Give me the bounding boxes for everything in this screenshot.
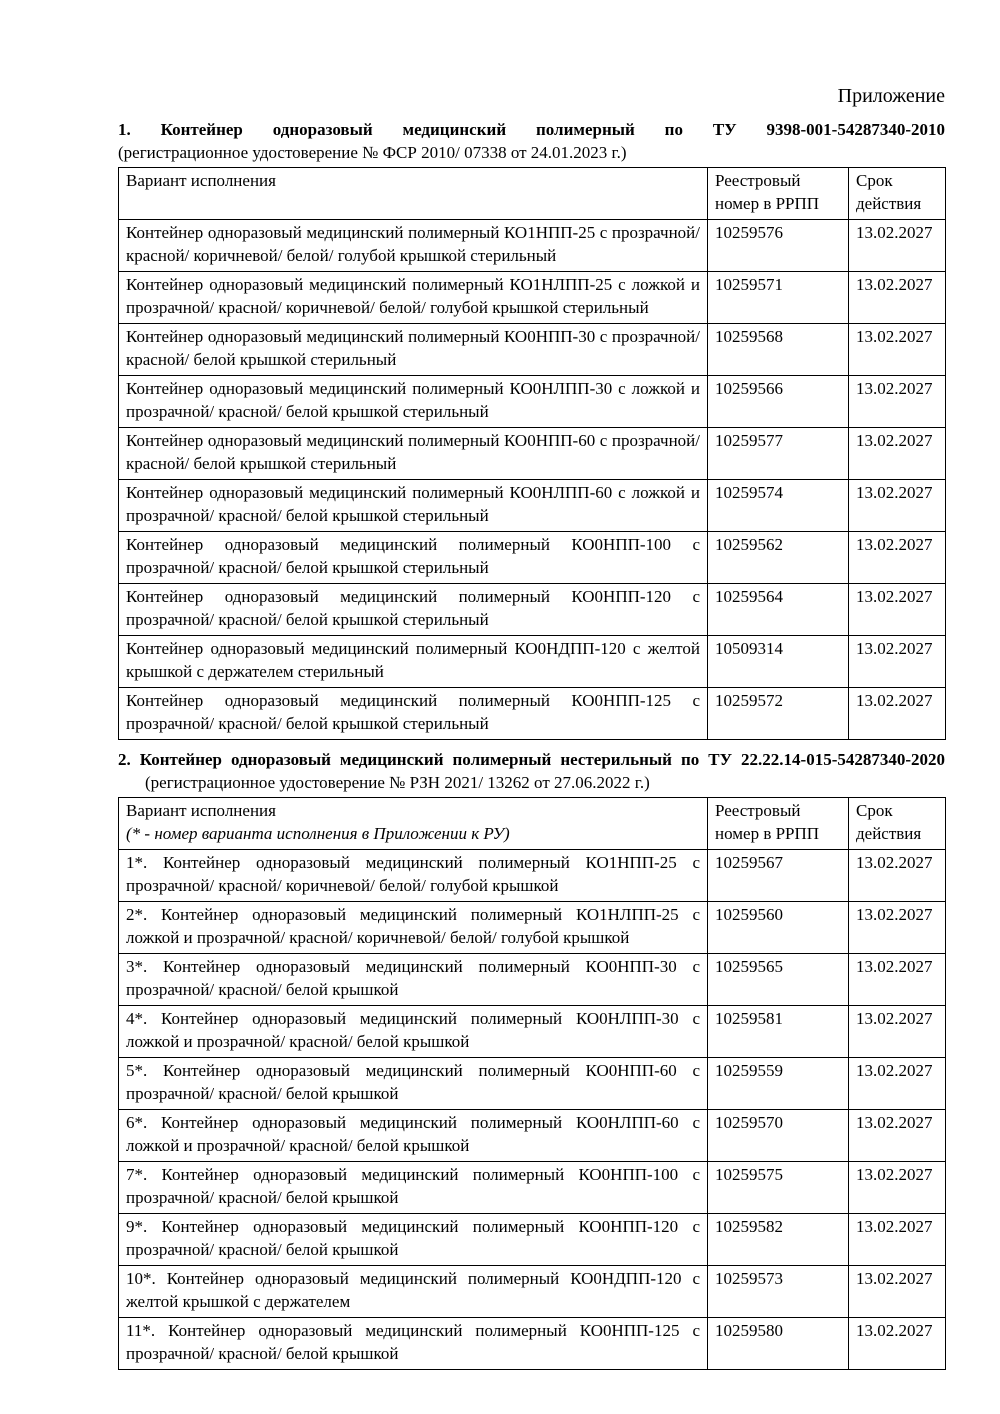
variant-column-header [119, 798, 708, 850]
section-1-number: 1. [118, 120, 131, 139]
section-2-number: 2. [118, 750, 131, 769]
table-row [119, 688, 946, 740]
variant-cell: 9*. Контейнер одноразовый медицинский полимерный КО0НПП-120 с прозрачной/ красной/ белой крышкой [119, 1214, 708, 1266]
validity-cell: 13.02.2027 [849, 1266, 946, 1318]
validity-cell: 13.02.2027 [849, 428, 946, 480]
table-row [119, 1266, 946, 1318]
registry-number-cell: 10259564 [708, 584, 849, 636]
validity-cell: 13.02.2027 [849, 324, 946, 376]
table-row [119, 220, 946, 272]
registry-column-header: Реестровый номер в РРПП [708, 168, 849, 220]
term-column-header: Срок действия [849, 798, 946, 850]
variant-cell: Контейнер одноразовый медицинский полимерный КО0НПП-120 с прозрачной/ красной/ белой крышкой стерильный [119, 584, 708, 636]
table-row [119, 272, 946, 324]
section-2-subtitle: (регистрационное удостоверение № РЗН 2021/ 13262 от 27.06.2022 г.) [145, 773, 650, 792]
variant-cell: 10*. Контейнер одноразовый медицинский полимерный КО0НДПП-120 с желтой крышкой с держателем [119, 1266, 708, 1318]
variant-cell: Контейнер одноразовый медицинский полимерный КО0НПП-30 с прозрачной/ красной/ белой крышкой стерильный [119, 324, 708, 376]
validity-cell: 13.02.2027 [849, 532, 946, 584]
table-row [119, 902, 946, 954]
table-row [119, 324, 946, 376]
validity-cell: 13.02.2027 [849, 584, 946, 636]
table-row [119, 1214, 946, 1266]
variant-cell: Контейнер одноразовый медицинский полимерный КО0НПП-60 с прозрачной/ красной/ белой крышкой стерильный [119, 428, 708, 480]
variant-header-label: Вариант исполнения [126, 801, 276, 820]
registry-number-cell: 10259565 [708, 954, 849, 1006]
table-row [119, 1006, 946, 1058]
variant-cell: Контейнер одноразовый медицинский полимерный КО0НПП-100 с прозрачной/ красной/ белой крышкой стерильный [119, 532, 708, 584]
variant-cell: 3*. Контейнер одноразовый медицинский полимерный КО0НПП-30 с прозрачной/ красной/ белой крышкой [119, 954, 708, 1006]
variant-cell: Контейнер одноразовый медицинский полимерный КО0НЛПП-60 с ложкой и прозрачной/ красной/ белой крышкой стерильный [119, 480, 708, 532]
section-1-title: Контейнер одноразовый медицинский полимерный по ТУ 9398-001-54287340-2010 [160, 120, 945, 139]
term-column-header: Срок действия [849, 168, 946, 220]
section-1-subtitle: (регистрационное удостоверение № ФСР 2010/ 07338 от 24.01.2023 г.) [118, 143, 627, 162]
validity-cell: 13.02.2027 [849, 850, 946, 902]
registry-number-cell: 10259576 [708, 220, 849, 272]
variant-cell: Контейнер одноразовый медицинский полимерный КО1НПП-25 с прозрачной/ красной/ коричневой/ белой/ голубой крышкой стерильный [119, 220, 708, 272]
table-row [119, 1110, 946, 1162]
registry-number-cell: 10259581 [708, 1006, 849, 1058]
validity-cell: 13.02.2027 [849, 220, 946, 272]
registry-number-cell: 10259568 [708, 324, 849, 376]
variant-cell: 1*. Контейнер одноразовый медицинский полимерный КО1НПП-25 с прозрачной/ красной/ коричневой/ белой/ голубой крышкой [119, 850, 708, 902]
variant-cell: Контейнер одноразовый медицинский полимерный КО0НЛПП-30 с ложкой и прозрачной/ красной/ белой крышкой стерильный [119, 376, 708, 428]
validity-cell: 13.02.2027 [849, 376, 946, 428]
section-2-heading [118, 748, 945, 794]
variant-cell: 4*. Контейнер одноразовый медицинский полимерный КО0НЛПП-30 с ложкой и прозрачной/ красной/ белой крышкой [119, 1006, 708, 1058]
registry-number-cell: 10259582 [708, 1214, 849, 1266]
registry-number-cell: 10259574 [708, 480, 849, 532]
validity-cell: 13.02.2027 [849, 1110, 946, 1162]
table-row [119, 428, 946, 480]
table-row [119, 636, 946, 688]
registry-number-cell: 10259562 [708, 532, 849, 584]
table-row [119, 1318, 946, 1370]
table-row [119, 954, 946, 1006]
table-header-row [119, 168, 946, 220]
table-row [119, 532, 946, 584]
validity-cell: 13.02.2027 [849, 688, 946, 740]
section-2-title: Контейнер одноразовый медицинский полимерный нестерильный по ТУ 22.22.14-015-54287340-2020 [139, 750, 946, 769]
variant-cell: Контейнер одноразовый медицинский полимерный КО0НПП-125 с прозрачной/ красной/ белой крышкой стерильный [119, 688, 708, 740]
registry-number-cell: 10509314 [708, 636, 849, 688]
validity-cell: 13.02.2027 [849, 902, 946, 954]
registry-number-cell: 10259577 [708, 428, 849, 480]
section-1-heading [118, 118, 945, 164]
annex-label: Приложение [837, 85, 945, 107]
validity-cell: 13.02.2027 [849, 1058, 946, 1110]
validity-cell: 13.02.2027 [849, 1318, 946, 1370]
registry-number-cell: 10259573 [708, 1266, 849, 1318]
table-row [119, 584, 946, 636]
validity-cell: 13.02.2027 [849, 1214, 946, 1266]
variant-cell: Контейнер одноразовый медицинский полимерный КО1НЛПП-25 с ложкой и прозрачной/ красной/ коричневой/ белой/ голубой крышкой стерильный [119, 272, 708, 324]
table-row [119, 1058, 946, 1110]
nonsterile-products-table [118, 797, 946, 1370]
registry-number-cell: 10259571 [708, 272, 849, 324]
validity-cell: 13.02.2027 [849, 480, 946, 532]
table-row [119, 376, 946, 428]
registry-number-cell: 10259560 [708, 902, 849, 954]
registry-number-cell: 10259559 [708, 1058, 849, 1110]
variant-cell: 2*. Контейнер одноразовый медицинский полимерный КО1НЛПП-25 с ложкой и прозрачной/ красной/ коричневой/ белой/ голубой крышкой [119, 902, 708, 954]
validity-cell: 13.02.2027 [849, 1162, 946, 1214]
registry-number-cell: 10259572 [708, 688, 849, 740]
variant-column-header: Вариант исполнения [119, 168, 708, 220]
variant-cell: 6*. Контейнер одноразовый медицинский полимерный КО0НЛПП-60 с ложкой и прозрачной/ красной/ белой крышкой [119, 1110, 708, 1162]
validity-cell: 13.02.2027 [849, 636, 946, 688]
variant-cell: 11*. Контейнер одноразовый медицинский полимерный КО0НПП-125 с прозрачной/ красной/ белой крышкой [119, 1318, 708, 1370]
registry-number-cell: 10259575 [708, 1162, 849, 1214]
registry-number-cell: 10259580 [708, 1318, 849, 1370]
sterile-products-table [118, 167, 946, 740]
table-row [119, 1162, 946, 1214]
table-row [119, 850, 946, 902]
table-header-row [119, 798, 946, 850]
registry-column-header: Реестровый номер в РРПП [708, 798, 849, 850]
registry-number-cell: 10259566 [708, 376, 849, 428]
variant-header-note: (* - номер варианта исполнения в Приложении к РУ) [126, 824, 510, 843]
variant-cell: Контейнер одноразовый медицинский полимерный КО0НДПП-120 с желтой крышкой с держателем стерильный [119, 636, 708, 688]
variant-cell: 7*. Контейнер одноразовый медицинский полимерный КО0НПП-100 с прозрачной/ красной/ белой крышкой [119, 1162, 708, 1214]
registry-number-cell: 10259570 [708, 1110, 849, 1162]
variant-cell: 5*. Контейнер одноразовый медицинский полимерный КО0НПП-60 с прозрачной/ красной/ белой крышкой [119, 1058, 708, 1110]
validity-cell: 13.02.2027 [849, 1006, 946, 1058]
registry-number-cell: 10259567 [708, 850, 849, 902]
validity-cell: 13.02.2027 [849, 272, 946, 324]
table-row [119, 480, 946, 532]
validity-cell: 13.02.2027 [849, 954, 946, 1006]
